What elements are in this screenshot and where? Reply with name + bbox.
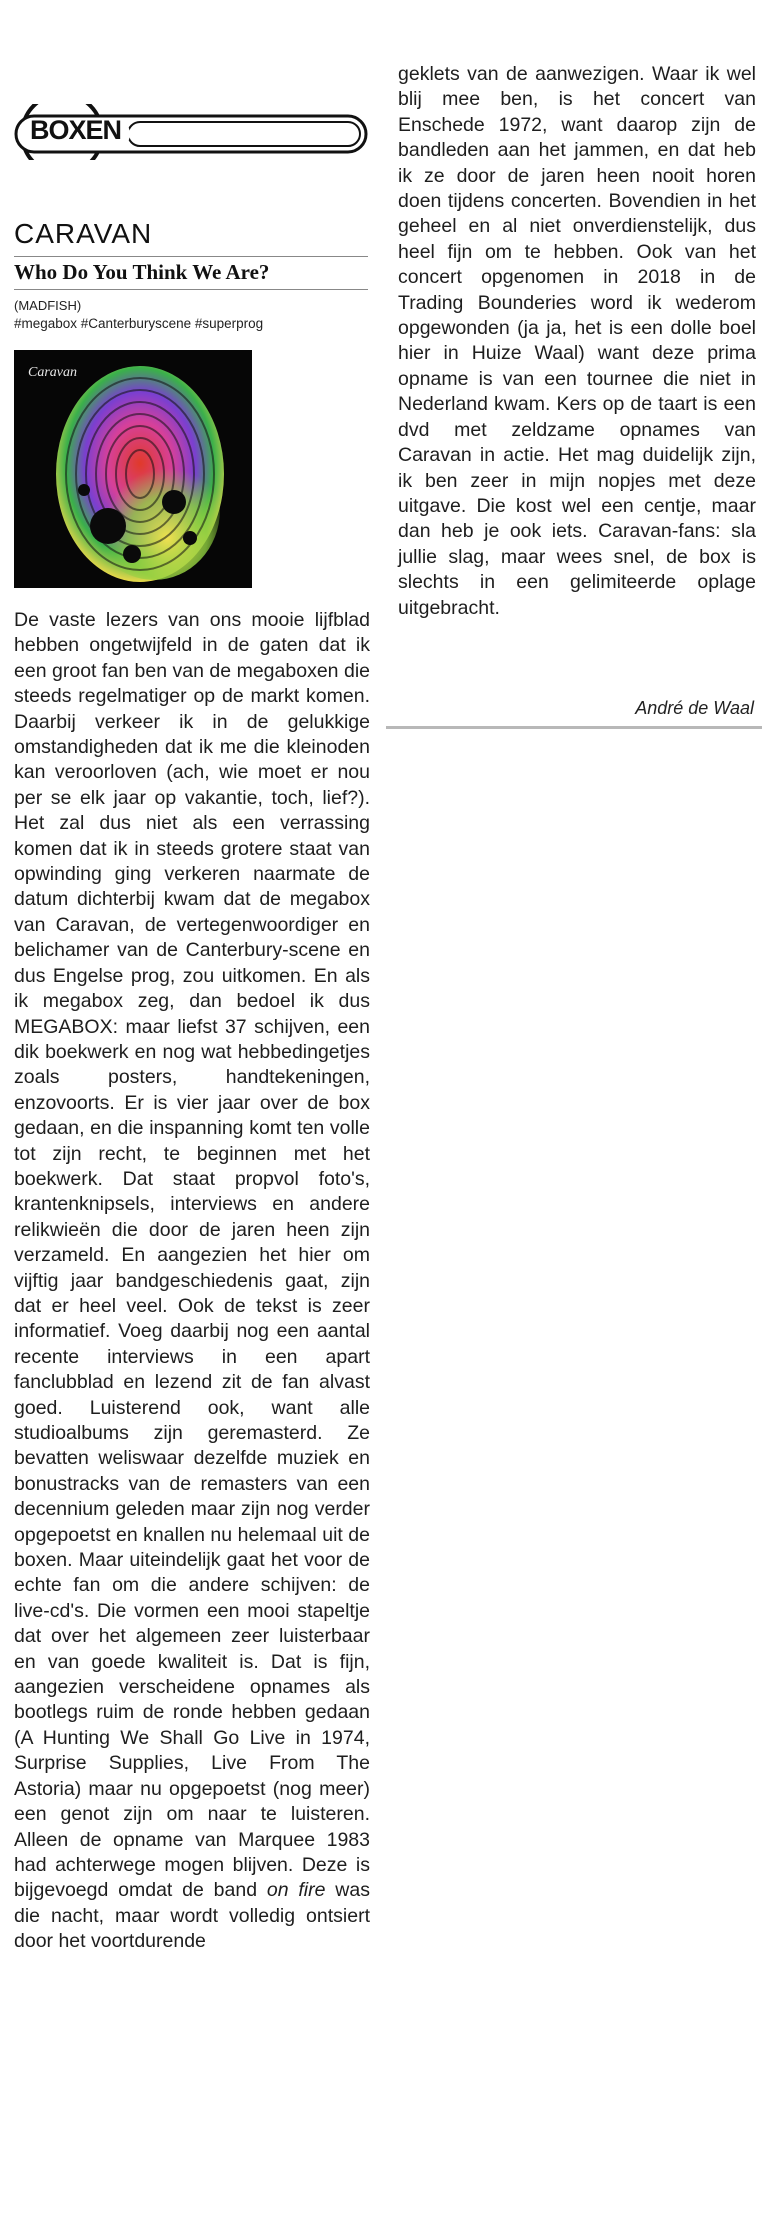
author: André de Waal <box>635 698 754 718</box>
record-label: (MADFISH) <box>14 298 82 313</box>
band-name: CARAVAN <box>14 218 153 249</box>
end-rule <box>386 726 762 729</box>
album-cover-art <box>14 350 252 588</box>
review-body-left <box>14 608 370 1955</box>
body-left-part2: was die nacht, maar wordt volledig ontsiert door het voortdurende <box>14 1879 370 1953</box>
body-left-part1: De vaste lezers van ons mooie lijfblad hebben ongetwijfeld in de gaten dat ik een groot fan ben van de megaboxen die steeds regelmatiger op de markt komen. Daarbij verkeer ik in de gelukkige omstandigheden dat ik me die kleinoden kan veroorloven (ach, wie moet er nou per se elk jaar op vakantie, toch, lief?). Het zal dus niet als een verrassing komen dat ik in steeds grotere staat van opwinding ging verkeren naarmate de datum dichterbij kwam dat de megabox van Caravan, de vertegenwoordiger en belichamer van de Canterbury-scene en dus Engelse prog, zou uitkomen. En als ik megabox zeg, dan bedoel ik dus MEGABOX: maar liefst 37 schijven, een dik boekwerk en nog wat hebbedingetjes zoals posters, handtekeningen, enzovoorts. Er is vier jaar over de box gedaan, en die inspanning komt ten volle tot zijn recht, te beginnen met het boekwerk. Dat staat propvol foto's, krantenknipsels, interviews en andere relikwieën die door de jaren heen zijn verzameld. En aangezien het hier om vijftig jaar bandgeschiedenis gaat, zijn dat er heel veel. Ook de tekst is zeer informatief. Voeg daarbij nog een aantal recente interviews in een apart fanclubblad en lezend zit de fan alvast goed. Luisterend ook, want alle studioalbums zijn geremasterd. Ze bevatten weliswaar dezelfde muziek en bonustracks van de remasters van een decennium geleden maar zijn nog verder opgepoetst en knallen nu helemaal uit de boxen. Maar uiteindelijk gaat het voor de echte fan om die andere schijven: de live-cd's. Die vormen een mooi stapeltje dat over het algemeen zeer luisterbaar en van goede kwaliteit is. Dat is fijn, aangezien verscheidene opnames als bootlegs ruim de ronde hebben gedaan (A Hunting We Shall Go Live in 1974, Surprise Supplies, Live From The Astoria) maar nu opgepoetst (nog meer) een genot zijn om naar te luisteren. Alleen de opname van Marquee 1983 had achterwege mogen blijven. Deze is bijgevoegd omdat de band <box>14 609 370 1902</box>
body-left-emphasis: on fire <box>266 1879 326 1902</box>
review-body-right: geklets van de aanwezigen. Waar ik wel blij mee ben, is het concert van Enschede 1972, want daarop zijn de bandleden aan het jammen, en dat heb ik ze door de jaren heen nooit horen doen tijdens concerten. Bovendien in het geheel en al niet onverdienstelijk, dus heel fijn om te hebben. Ook van het concert opgenomen in 2018 in de Trading Bounderies word ik wederom opgewonden (ja ja, het is een dolle boel hier in Huize Waal) want deze prima opname is van een tournee die niet in Nederland kwam. Kers op de taart is een dvd met zeldzame opnames van Caravan in actie. Het mag duidelijk zijn, ik ben zeer in mijn nopjes met deze uitgave. Die kost wel een centje, maar dan heb je ook iets. Caravan-fans: sla jullie slag, maar wees snel, de box is slechts in een gelimiteerde oplage uitgebracht. <box>398 63 756 619</box>
cover-logo: Caravan <box>28 365 77 380</box>
tags: #megabox #Canterburyscene #superprog <box>14 316 264 331</box>
album-title: Who Do You Think We Are? <box>14 256 368 290</box>
album-cover <box>14 350 252 588</box>
section-logo <box>10 104 370 156</box>
section-label: BOXEN <box>30 115 122 145</box>
